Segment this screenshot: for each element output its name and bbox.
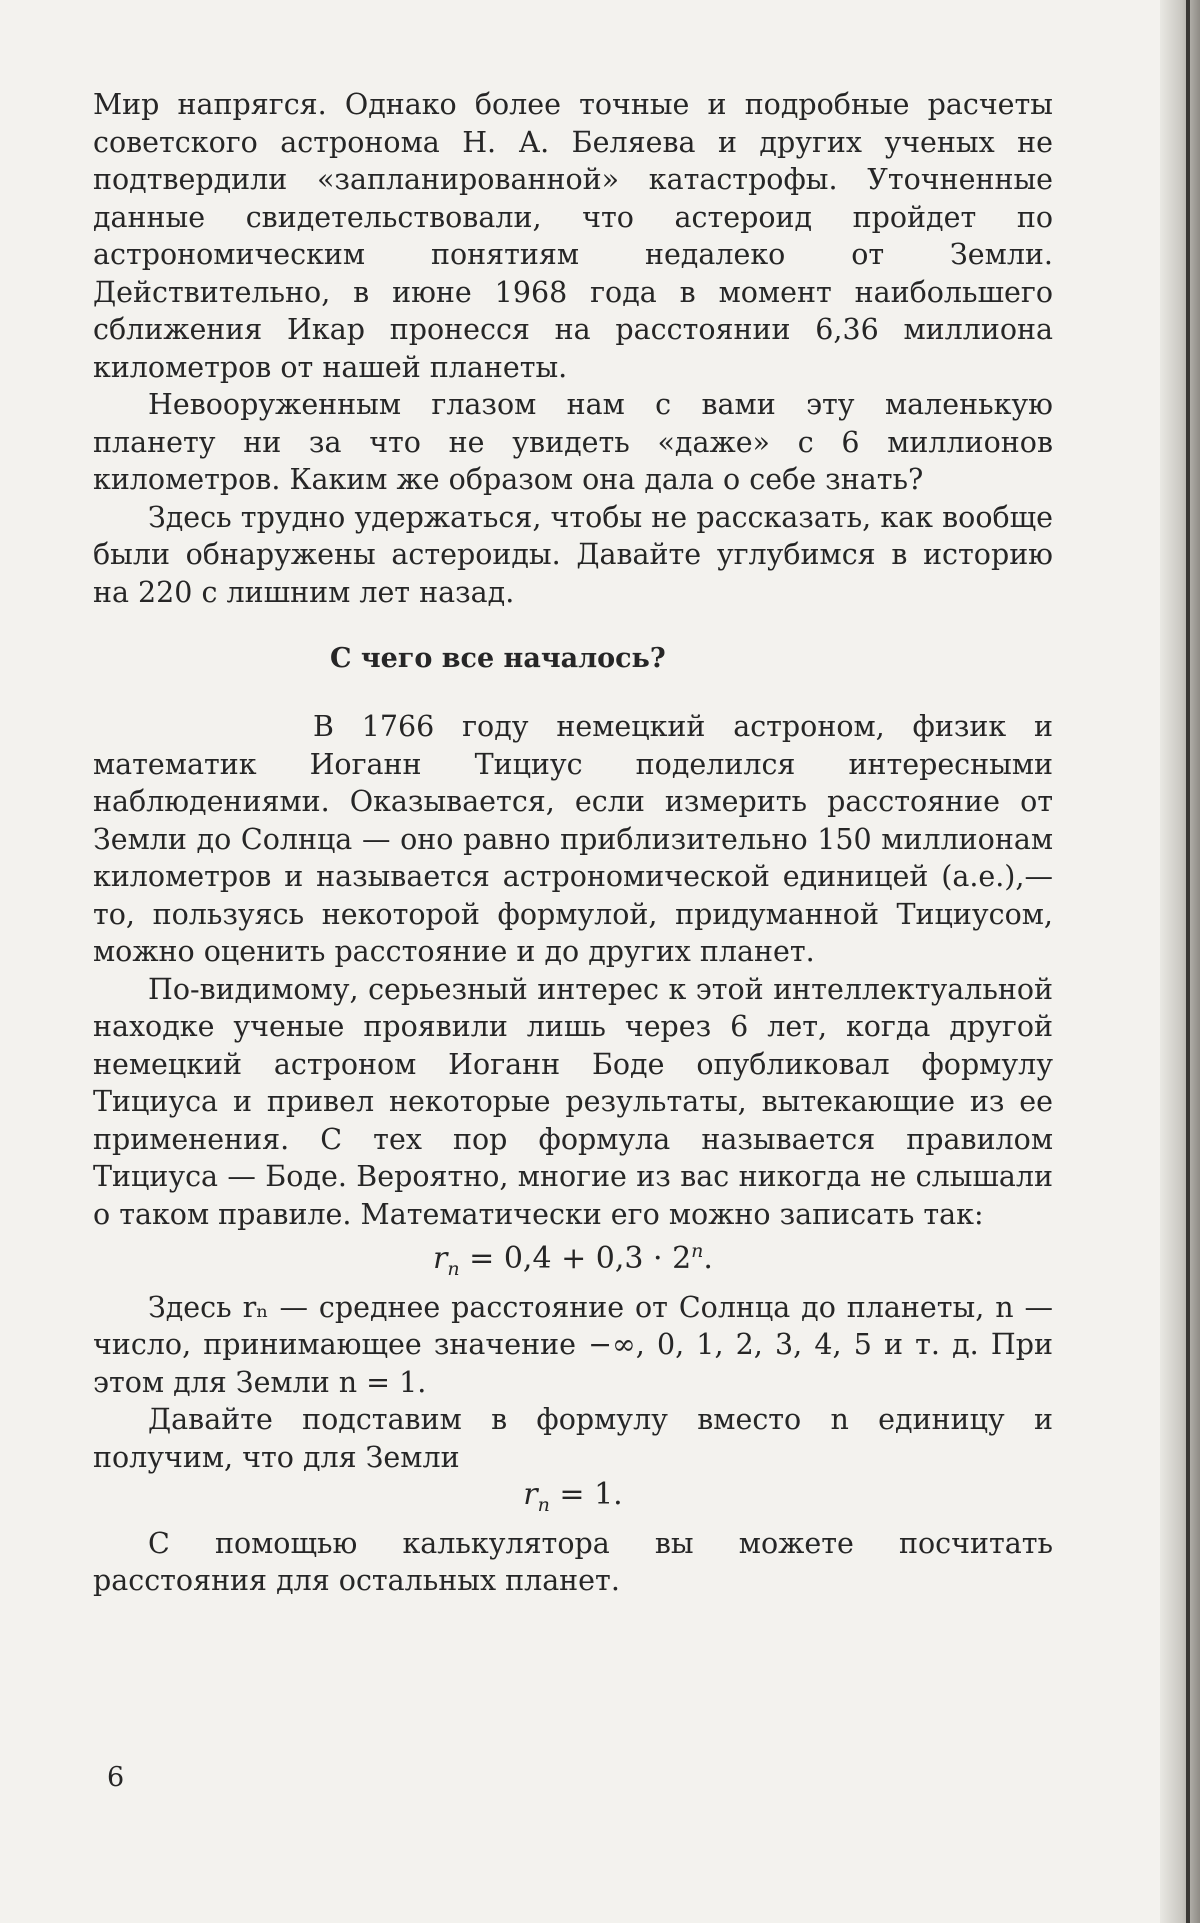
titius-bode-formula	[93, 1233, 1053, 1289]
top-text-block	[93, 86, 1053, 611]
formula2-period: .	[613, 1477, 623, 1512]
paragraph-3: Здесь трудно удержаться, чтобы не рассказать, как вообще были обнаружены астероиды. Давайте углубимся в историю на 220 с лишним лет назад.	[93, 500, 1053, 609]
paragraph-7: Давайте подставим в формулу вместо n единицу и получим, что для Земли	[93, 1403, 1053, 1474]
formula-rhs: = 0,4 + 0,3 · 2	[459, 1241, 692, 1276]
page-number: 6	[107, 1762, 125, 1793]
formula2-variable: r	[523, 1477, 538, 1512]
formula-variable: r	[433, 1241, 448, 1276]
paragraph-4: В 1766 году немецкий астроном, физик и математик Иоганн Тициус поделился интересными наблюдениями. Оказывается, если измерить расстояние от Земли до Солнца — оно равно приблизительно 150 миллионам километров и называется астрономической единицей (а.е.),— то, пользуясь некоторой формулой, придуманной Тициусом, можно оценить расстояние и до других планет.	[93, 710, 1053, 968]
formula-exponent: n	[691, 1240, 704, 1262]
formula-subscript: n	[447, 1258, 460, 1280]
paragraph-1: Мир напрягся. Однако более точные и подробные расчеты советского астронома Н. А. Беляева и других ученых не подтвердили «запланированной» катастрофы. Уточненные данные свидетельствовали, что астероид пройдет по астрономическим понятиям недалеко от Земли. Действительно, в июне 1968 года в момент наибольшего сближения Икар пронесся на расстоянии 6,36 миллиона километров от нашей планеты.	[93, 88, 1053, 384]
earth-distance-formula	[93, 1476, 1053, 1525]
formula2-subscript: n	[537, 1494, 550, 1516]
paragraph-8: С помощью калькулятора вы можете посчитать расстояния для остальных планет.	[93, 1526, 1053, 1597]
formula-period: .	[703, 1241, 713, 1276]
paragraph-2: Невооруженным глазом нам с вами эту маленькую планету ни за что не увидеть «даже» с 6 миллионов километров. Каким же образом она дала о себе знать?	[93, 388, 1053, 496]
formula2-rhs: = 1	[549, 1477, 614, 1512]
section-heading: С чего все началось?	[330, 643, 666, 674]
paragraph-5: По-видимому, серьезный интерес к этой интеллектуальной находке ученые проявили лишь через 6 лет, когда другой немецкий астроном Иоганн Боде опубликовал формулу Тициуса и привел некоторые результаты, вытекающие из ее применения. С тех пор формула называется правилом Тициуса — Боде. Вероятно, многие из вас никогда не слышали о таком правиле. Математически его можно записать так:	[93, 972, 1053, 1231]
main-text-block	[93, 708, 1053, 1600]
paragraph-6: Здесь rₙ — среднее расстояние от Солнца до планеты, n — число, принимающее значение −∞, 0, 1, 2, 3, 4, 5 и т. д. При этом для Земли n = 1.	[93, 1290, 1053, 1399]
page-binding-edge	[1186, 0, 1190, 1923]
page-binding-shadow	[1160, 0, 1200, 1923]
